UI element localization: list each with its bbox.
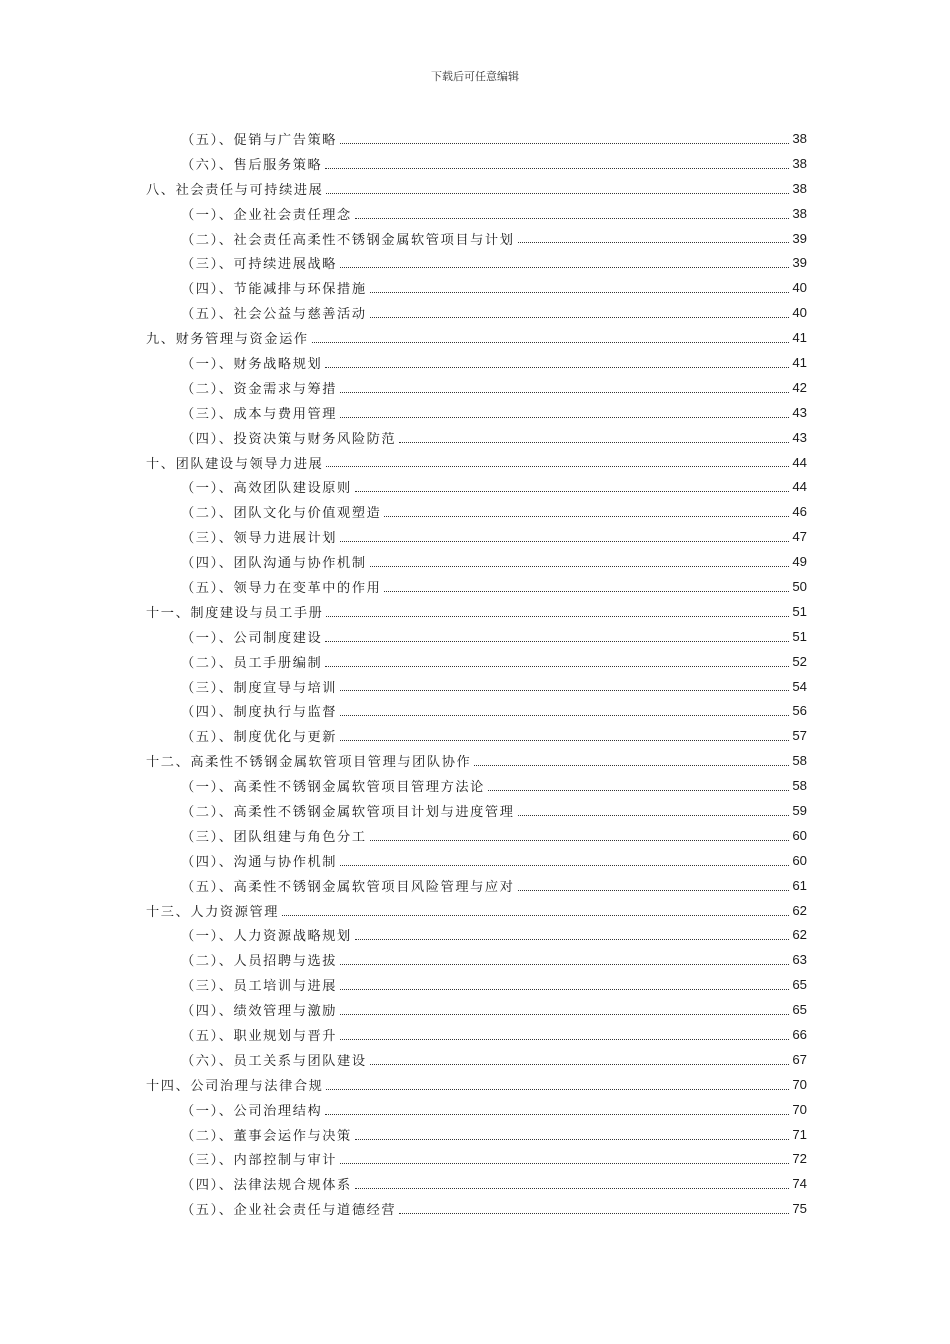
- toc-entry-page-number: 60: [792, 827, 807, 843]
- toc-entry-page-number: 75: [792, 1201, 807, 1217]
- toc-entry-title: （四）、投资决策与财务风险防范: [181, 431, 397, 447]
- toc-entry-title: 十、团队建设与领导力进展: [146, 456, 324, 472]
- toc-entry-title: （一）、高效团队建设原则: [181, 481, 352, 497]
- toc-entry-page-number: 67: [792, 1051, 807, 1067]
- toc-entry-title: （一）、公司制度建设: [181, 630, 323, 646]
- toc-dot-leader: [340, 416, 789, 418]
- toc-dot-leader: [325, 167, 789, 169]
- toc-entry-title: 八、社会责任与可持续进展: [146, 182, 324, 198]
- toc-dot-leader: [325, 366, 789, 368]
- toc-entry-page-number: 56: [792, 703, 807, 719]
- toc-entry-page-number: 58: [792, 778, 807, 794]
- toc-section-entry[interactable]: [146, 848, 807, 873]
- toc-section-entry[interactable]: [146, 400, 807, 425]
- toc-section-entry[interactable]: [146, 549, 807, 574]
- toc-entry-page-number: 47: [792, 529, 807, 545]
- toc-section-entry[interactable]: [146, 773, 807, 798]
- toc-entry-title: （五）、企业社会责任与道德经营: [181, 1203, 397, 1219]
- toc-entry-page-number: 50: [792, 578, 807, 594]
- toc-entry-page-number: 42: [792, 379, 807, 395]
- toc-entry-page-number: 41: [792, 330, 807, 346]
- toc-dot-leader: [340, 1162, 789, 1164]
- toc-dot-leader: [282, 914, 789, 916]
- toc-entry-title: （二）、团队文化与价值观塑造: [181, 506, 382, 522]
- toc-entry-title: （五）、制度优化与更新: [181, 730, 338, 746]
- toc-chapter-entry[interactable]: [146, 898, 807, 923]
- toc-dot-leader: [326, 615, 789, 617]
- toc-section-entry[interactable]: [146, 1022, 807, 1047]
- toc-entry-title: （五）、领导力在变革中的作用: [181, 580, 382, 596]
- toc-entry-page-number: 71: [792, 1126, 807, 1142]
- toc-entry-title: （六）、售后服务策略: [181, 157, 323, 173]
- toc-section-entry[interactable]: [146, 698, 807, 723]
- toc-section-entry[interactable]: [146, 250, 807, 275]
- toc-dot-leader: [326, 1088, 789, 1090]
- toc-entry-title: （二）、资金需求与筹措: [181, 381, 338, 397]
- toc-entry-page-number: 49: [792, 554, 807, 570]
- toc-section-entry[interactable]: [146, 624, 807, 649]
- toc-section-entry[interactable]: [146, 972, 807, 997]
- toc-entry-title: （四）、制度执行与监督: [181, 705, 338, 721]
- toc-entry-title: （五）、促销与广告策略: [181, 132, 338, 148]
- toc-dot-leader: [370, 291, 790, 293]
- toc-dot-leader: [355, 938, 789, 940]
- toc-entry-page-number: 43: [792, 429, 807, 445]
- toc-section-entry[interactable]: [146, 425, 807, 450]
- toc-dot-leader: [370, 565, 790, 567]
- page-header: 下载后可任意编辑: [431, 70, 519, 83]
- toc-chapter-entry[interactable]: [146, 748, 807, 773]
- toc-dot-leader: [340, 864, 789, 866]
- toc-dot-leader: [325, 1113, 789, 1115]
- toc-chapter-entry[interactable]: [146, 325, 807, 350]
- toc-section-entry[interactable]: [146, 923, 807, 948]
- toc-entry-title: （二）、高柔性不锈钢金属软管项目计划与进度管理: [181, 804, 515, 820]
- toc-dot-leader: [488, 789, 789, 791]
- toc-dot-leader: [370, 839, 790, 841]
- toc-entry-title: （二）、员工手册编制: [181, 655, 323, 671]
- toc-entry-page-number: 38: [792, 155, 807, 171]
- toc-section-entry[interactable]: [146, 574, 807, 599]
- toc-entry-page-number: 63: [792, 952, 807, 968]
- toc-entry-title: 十四、公司治理与法律合规: [146, 1078, 324, 1094]
- toc-entry-title: （三）、可持续进展战略: [181, 257, 338, 273]
- toc-dot-leader: [326, 192, 789, 194]
- toc-entry-page-number: 74: [792, 1176, 807, 1192]
- toc-dot-leader: [340, 988, 789, 990]
- toc-entry-title: （四）、绩效管理与激励: [181, 1004, 338, 1020]
- toc-entry-page-number: 38: [792, 130, 807, 146]
- toc-entry-title: （三）、领导力进展计划: [181, 531, 338, 547]
- toc-entry-title: （二）、社会责任高柔性不锈钢金属软管项目与计划: [181, 232, 515, 248]
- toc-dot-leader: [370, 1063, 790, 1065]
- toc-entry-page-number: 40: [792, 280, 807, 296]
- toc-entry-page-number: 58: [792, 753, 807, 769]
- toc-entry-page-number: 38: [792, 180, 807, 196]
- toc-dot-leader: [340, 739, 789, 741]
- toc-entry-page-number: 65: [792, 1002, 807, 1018]
- toc-dot-leader: [340, 391, 789, 393]
- toc-dot-leader: [370, 316, 790, 318]
- toc-section-entry[interactable]: [146, 1147, 807, 1172]
- toc-section-entry[interactable]: [146, 201, 807, 226]
- toc-entry-page-number: 40: [792, 305, 807, 321]
- toc-section-entry[interactable]: [146, 798, 807, 823]
- toc-section-entry[interactable]: [146, 873, 807, 898]
- toc-entry-title: （五）、社会公益与慈善活动: [181, 307, 367, 323]
- toc-entry-title: 九、财务管理与资金运作: [146, 332, 309, 348]
- toc-dot-leader: [384, 590, 789, 592]
- toc-entry-title: （一）、人力资源战略规划: [181, 929, 352, 945]
- toc-section-entry[interactable]: [146, 474, 807, 499]
- toc-section-entry[interactable]: [146, 1097, 807, 1122]
- toc-entry-title: （四）、沟通与协作机制: [181, 854, 338, 870]
- toc-entry-page-number: 44: [792, 479, 807, 495]
- toc-dot-leader: [474, 764, 789, 766]
- toc-section-entry[interactable]: [146, 1122, 807, 1147]
- toc-dot-leader: [355, 217, 789, 219]
- toc-entry-title: （二）、人员招聘与选拔: [181, 954, 338, 970]
- toc-section-entry[interactable]: [146, 1196, 807, 1221]
- toc-chapter-entry[interactable]: [146, 176, 807, 201]
- toc-entry-page-number: 65: [792, 977, 807, 993]
- toc-entry-title: （二）、董事会运作与决策: [181, 1128, 352, 1144]
- toc-entry-page-number: 61: [792, 877, 807, 893]
- toc-entry-page-number: 41: [792, 354, 807, 370]
- toc-dot-leader: [518, 241, 790, 243]
- toc-entry-page-number: 66: [792, 1027, 807, 1042]
- toc-dot-leader: [399, 441, 789, 443]
- toc-section-entry[interactable]: [146, 947, 807, 972]
- toc-entry-page-number: 43: [792, 404, 807, 420]
- toc-entry-page-number: 70: [792, 1101, 807, 1117]
- toc-section-entry[interactable]: [146, 375, 807, 400]
- toc-dot-leader: [384, 515, 789, 517]
- toc-entry-title: （三）、制度宣导与培训: [181, 680, 338, 696]
- toc-dot-leader: [340, 1013, 789, 1015]
- toc-dot-leader: [340, 963, 789, 965]
- toc-entry-title: （四）、法律法规合规体系: [181, 1178, 352, 1194]
- toc-dot-leader: [340, 689, 789, 691]
- toc-section-entry[interactable]: [146, 674, 807, 699]
- toc-entry-page-number: 59: [792, 802, 807, 818]
- toc-section-entry[interactable]: [146, 823, 807, 848]
- toc-dot-leader: [312, 341, 790, 343]
- toc-entry-page-number: 44: [792, 454, 807, 470]
- toc-section-entry[interactable]: [146, 499, 807, 524]
- table-of-contents: [146, 126, 807, 1221]
- toc-entry-page-number: 46: [792, 504, 807, 520]
- toc-entry-title: （一）、公司治理结构: [181, 1103, 323, 1119]
- toc-dot-leader: [355, 490, 789, 492]
- toc-entry-page-number: 39: [792, 230, 807, 246]
- toc-entry-title: （一）、高柔性不锈钢金属软管项目管理方法论: [181, 780, 485, 796]
- toc-dot-leader: [355, 1187, 789, 1189]
- toc-dot-leader: [326, 465, 789, 467]
- toc-section-entry[interactable]: [146, 126, 807, 151]
- toc-entry-title: （三）、团队组建与角色分工: [181, 829, 367, 845]
- toc-section-entry[interactable]: [146, 649, 807, 674]
- toc-entry-page-number: 57: [792, 728, 807, 744]
- toc-chapter-entry[interactable]: [146, 1072, 807, 1097]
- toc-dot-leader: [340, 142, 789, 144]
- toc-entry-title: （四）、团队沟通与协作机制: [181, 556, 367, 572]
- toc-chapter-entry[interactable]: [146, 450, 807, 475]
- toc-section-entry[interactable]: [146, 723, 807, 748]
- toc-section-entry[interactable]: [146, 226, 807, 251]
- toc-dot-leader: [340, 540, 789, 542]
- toc-section-entry[interactable]: [146, 300, 807, 325]
- toc-section-entry[interactable]: [146, 1047, 807, 1072]
- toc-dot-leader: [325, 640, 789, 642]
- toc-section-entry[interactable]: [146, 997, 807, 1022]
- toc-dot-leader: [518, 889, 790, 891]
- toc-entry-title: （一）、财务战略规划: [181, 356, 323, 372]
- toc-entry-page-number: 39: [792, 255, 807, 271]
- toc-entry-title: 十二、高柔性不锈钢金属软管项目管理与团队协作: [146, 755, 472, 771]
- toc-section-entry[interactable]: [146, 151, 807, 176]
- toc-entry-title: （六）、员工关系与团队建设: [181, 1053, 367, 1069]
- toc-section-entry[interactable]: [146, 350, 807, 375]
- toc-entry-title: （三）、内部控制与审计: [181, 1153, 338, 1169]
- toc-entry-page-number: 51: [792, 603, 807, 619]
- toc-dot-leader: [399, 1212, 789, 1214]
- toc-entry-title: 十三、人力资源管理: [146, 904, 280, 920]
- toc-entry-page-number: 70: [792, 1076, 807, 1092]
- toc-entry-title: （一）、企业社会责任理念: [181, 207, 352, 223]
- toc-entry-title: （四）、节能减排与环保措施: [181, 282, 367, 298]
- toc-entry-page-number: 62: [792, 902, 807, 918]
- toc-dot-leader: [340, 1038, 789, 1040]
- toc-chapter-entry[interactable]: [146, 599, 807, 624]
- toc-entry-page-number: 52: [792, 653, 807, 669]
- toc-entry-title: （三）、成本与费用管理: [181, 406, 338, 422]
- toc-section-entry[interactable]: [146, 275, 807, 300]
- toc-dot-leader: [518, 814, 790, 816]
- toc-entry-page-number: 60: [792, 852, 807, 868]
- toc-entry-title: 十一、制度建设与员工手册: [146, 605, 324, 621]
- toc-entry-page-number: 72: [792, 1151, 807, 1167]
- toc-entry-title: （五）、高柔性不锈钢金属软管项目风险管理与应对: [181, 879, 515, 895]
- toc-dot-leader: [355, 1138, 789, 1140]
- toc-entry-page-number: 54: [792, 678, 807, 694]
- toc-section-entry[interactable]: [146, 1171, 807, 1196]
- toc-entry-page-number: 51: [792, 628, 807, 644]
- toc-dot-leader: [325, 665, 789, 667]
- toc-entry-page-number: 38: [792, 205, 807, 221]
- toc-section-entry[interactable]: [146, 524, 807, 549]
- toc-entry-title: （五）、职业规划与晋升: [181, 1029, 338, 1044]
- toc-entry-title: （三）、员工培训与进展: [181, 979, 338, 995]
- toc-dot-leader: [340, 266, 789, 268]
- toc-dot-leader: [340, 714, 789, 716]
- toc-entry-page-number: 62: [792, 927, 807, 943]
